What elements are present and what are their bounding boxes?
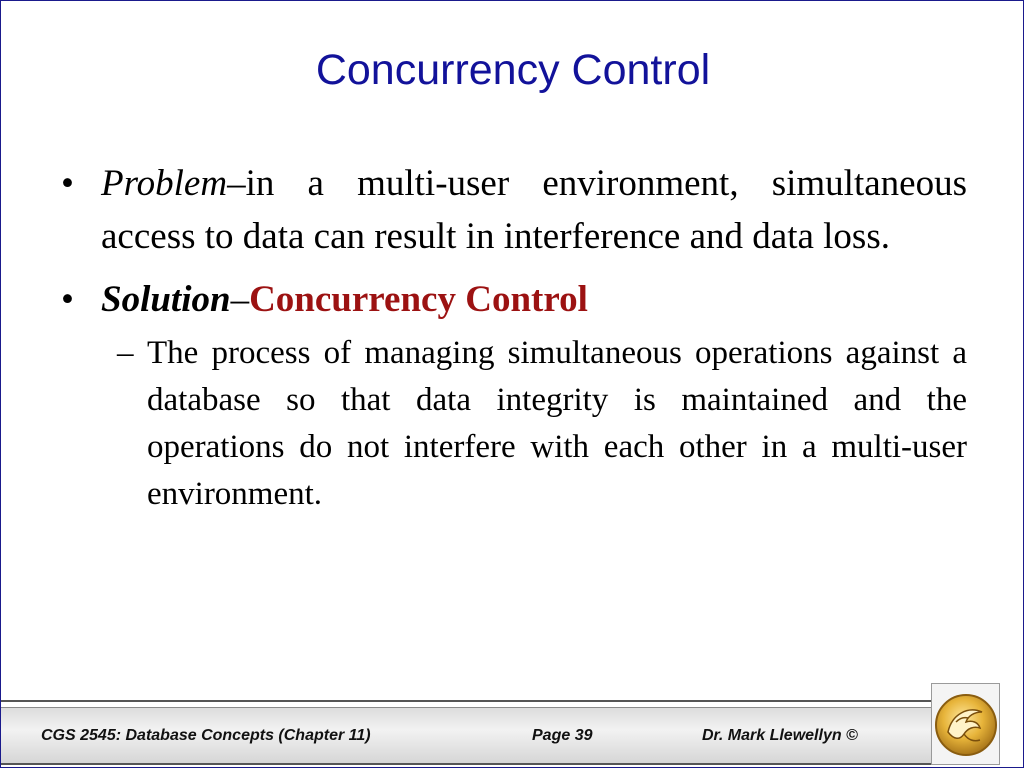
bullet-solution: [61, 273, 967, 326]
footer-author: Dr. Mark Llewellyn ©: [702, 727, 858, 744]
footer-course: CGS 2545: Database Concepts (Chapter 11): [41, 727, 371, 744]
bullet-highlight: Concurrency Control: [249, 279, 588, 320]
bullet-lead-problem: Problem: [101, 163, 228, 204]
logo-frame: [931, 683, 1000, 765]
sub-bullet-definition: [117, 330, 967, 518]
slide-title: Concurrency Control: [315, 46, 711, 94]
bullet-problem: [61, 157, 967, 263]
sub-bullet-text: The process of managing simultaneous operations against a database so that data integrity is maintained and the operations do not interfere with each other in a multi-user environment.: [147, 335, 967, 512]
sub-bullet-marker: –: [117, 335, 134, 371]
bullet-dash: –: [227, 163, 246, 204]
bullet-dash: –: [230, 279, 250, 320]
footer-page-number: Page 39: [532, 727, 593, 744]
bullet-marker: •: [61, 279, 74, 320]
bullet-lead-solution: Solution: [101, 279, 231, 320]
bullet-marker: •: [61, 163, 74, 204]
bullet-text-problem: in a multi-user environment, simultaneous access to data can result in interference and data loss.: [101, 163, 967, 257]
ucf-pegasus-logo-icon: [934, 692, 998, 758]
footer-divider: [1, 700, 931, 702]
slide-body: [61, 157, 967, 518]
